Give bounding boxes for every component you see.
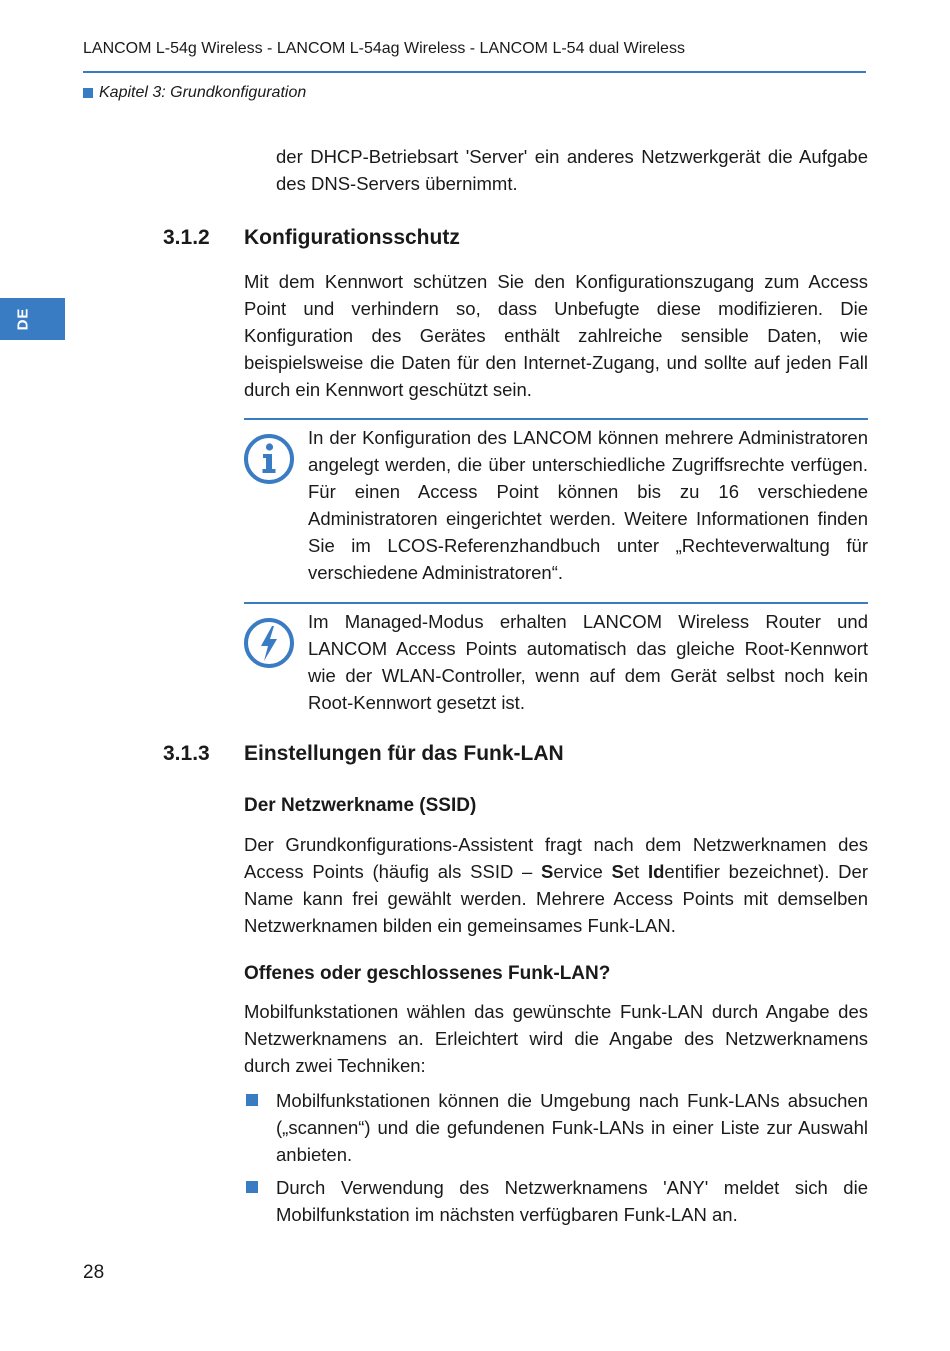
list-item: Durch Verwendung des Netzwerknamens 'ANY' meldet sich die Mobilfunkstation im nächsten verfügbaren Funk-LAN an. <box>276 1177 868 1225</box>
running-header: LANCOM L-54g Wireless - LANCOM L-54ag Wireless - LANCOM L-54 dual Wireless <box>83 40 685 57</box>
section-paragraph: Mit dem Kennwort schützen Sie den Konfigurationszugang zum Access Point und verhindern so, dass Unbefugte diese modifizieren. Die Konfiguration des Gerätes enthält zahlreiche sensible Daten, wie beispielsweise die Daten für den Internet-Zugang, und sollte auf jeden Fall durch ein Kennwort geschützt sein. <box>244 271 868 400</box>
warning-note-text: Im Managed-Modus erhalten LANCOM Wireless Router und LANCOM Access Points automatisch das gleiche Root-Kennwort wie der WLAN-Controller, wenn auf dem Gerät selbst noch kein Root-Kennwort gesetzt ist. <box>308 611 868 713</box>
ssid-paragraph: Der Grundkonfigurations-Assistent fragt nach dem Netzwerknamen des Access Points (häufig als SSID – Service Set Identifier bezeichnet). Der Name kann frei gewählt werden. Mehrere Access Points mit demselben Netzwerknamen bilden ein gemeinsames Funk-LAN. <box>244 834 868 936</box>
section-heading: Einstellungen für das Funk-LAN <box>244 742 564 765</box>
header-rule <box>83 71 866 73</box>
language-tab <box>0 298 65 340</box>
wlan-paragraph: Mobilfunkstationen wählen das gewünschte Funk-LAN durch Angabe des Netzwerknamens an. Erleichtert wird die Angabe des Netzwerknamens durch zwei Techniken: <box>244 1001 868 1076</box>
info-note-text: In der Konfiguration des LANCOM können mehrere Administratoren angelegt werden, die über unterschiedliche Zugriffsrechte verfügen. Für einen Access Point können bis zu 16 verschiedene Administratoren eingerichtet werden. Weitere Informationen finden Sie im LCOS-Referenzhandbuch unter „Rechteverwaltung für verschiedene Administratoren“. <box>308 427 868 583</box>
list-item: Mobilfunkstationen können die Umgebung nach Funk-LANs absuchen („scannen“) und die gefundenen Funk-LANs in einer Liste zur Auswahl anbieten. <box>276 1090 868 1165</box>
note-rule <box>244 602 868 604</box>
section-number: 3.1.2 <box>163 226 210 249</box>
chapter-label <box>83 84 306 102</box>
info-icon <box>243 433 295 485</box>
section-heading: Konfigurationsschutz <box>244 226 460 249</box>
page-number: 28 <box>83 1262 105 1283</box>
lightning-icon <box>243 617 295 669</box>
language-tab-label: DE <box>14 307 32 331</box>
bullet-square-icon <box>246 1181 258 1193</box>
bullet-square-icon <box>246 1094 258 1106</box>
chapter-title: Kapitel 3: Grundkonfiguration <box>99 84 307 101</box>
intro-paragraph: der DHCP-Betriebsart 'Server' ein anderes Netzwerkgerät die Aufgabe des DNS-Servers übernimmt. <box>276 146 868 194</box>
note-rule <box>244 418 868 420</box>
section-number: 3.1.3 <box>163 742 210 765</box>
subsection-heading: Offenes oder geschlossenes Funk-LAN? <box>244 963 611 984</box>
chapter-square-icon <box>83 88 93 98</box>
subsection-heading: Der Netzwerkname (SSID) <box>244 795 477 816</box>
